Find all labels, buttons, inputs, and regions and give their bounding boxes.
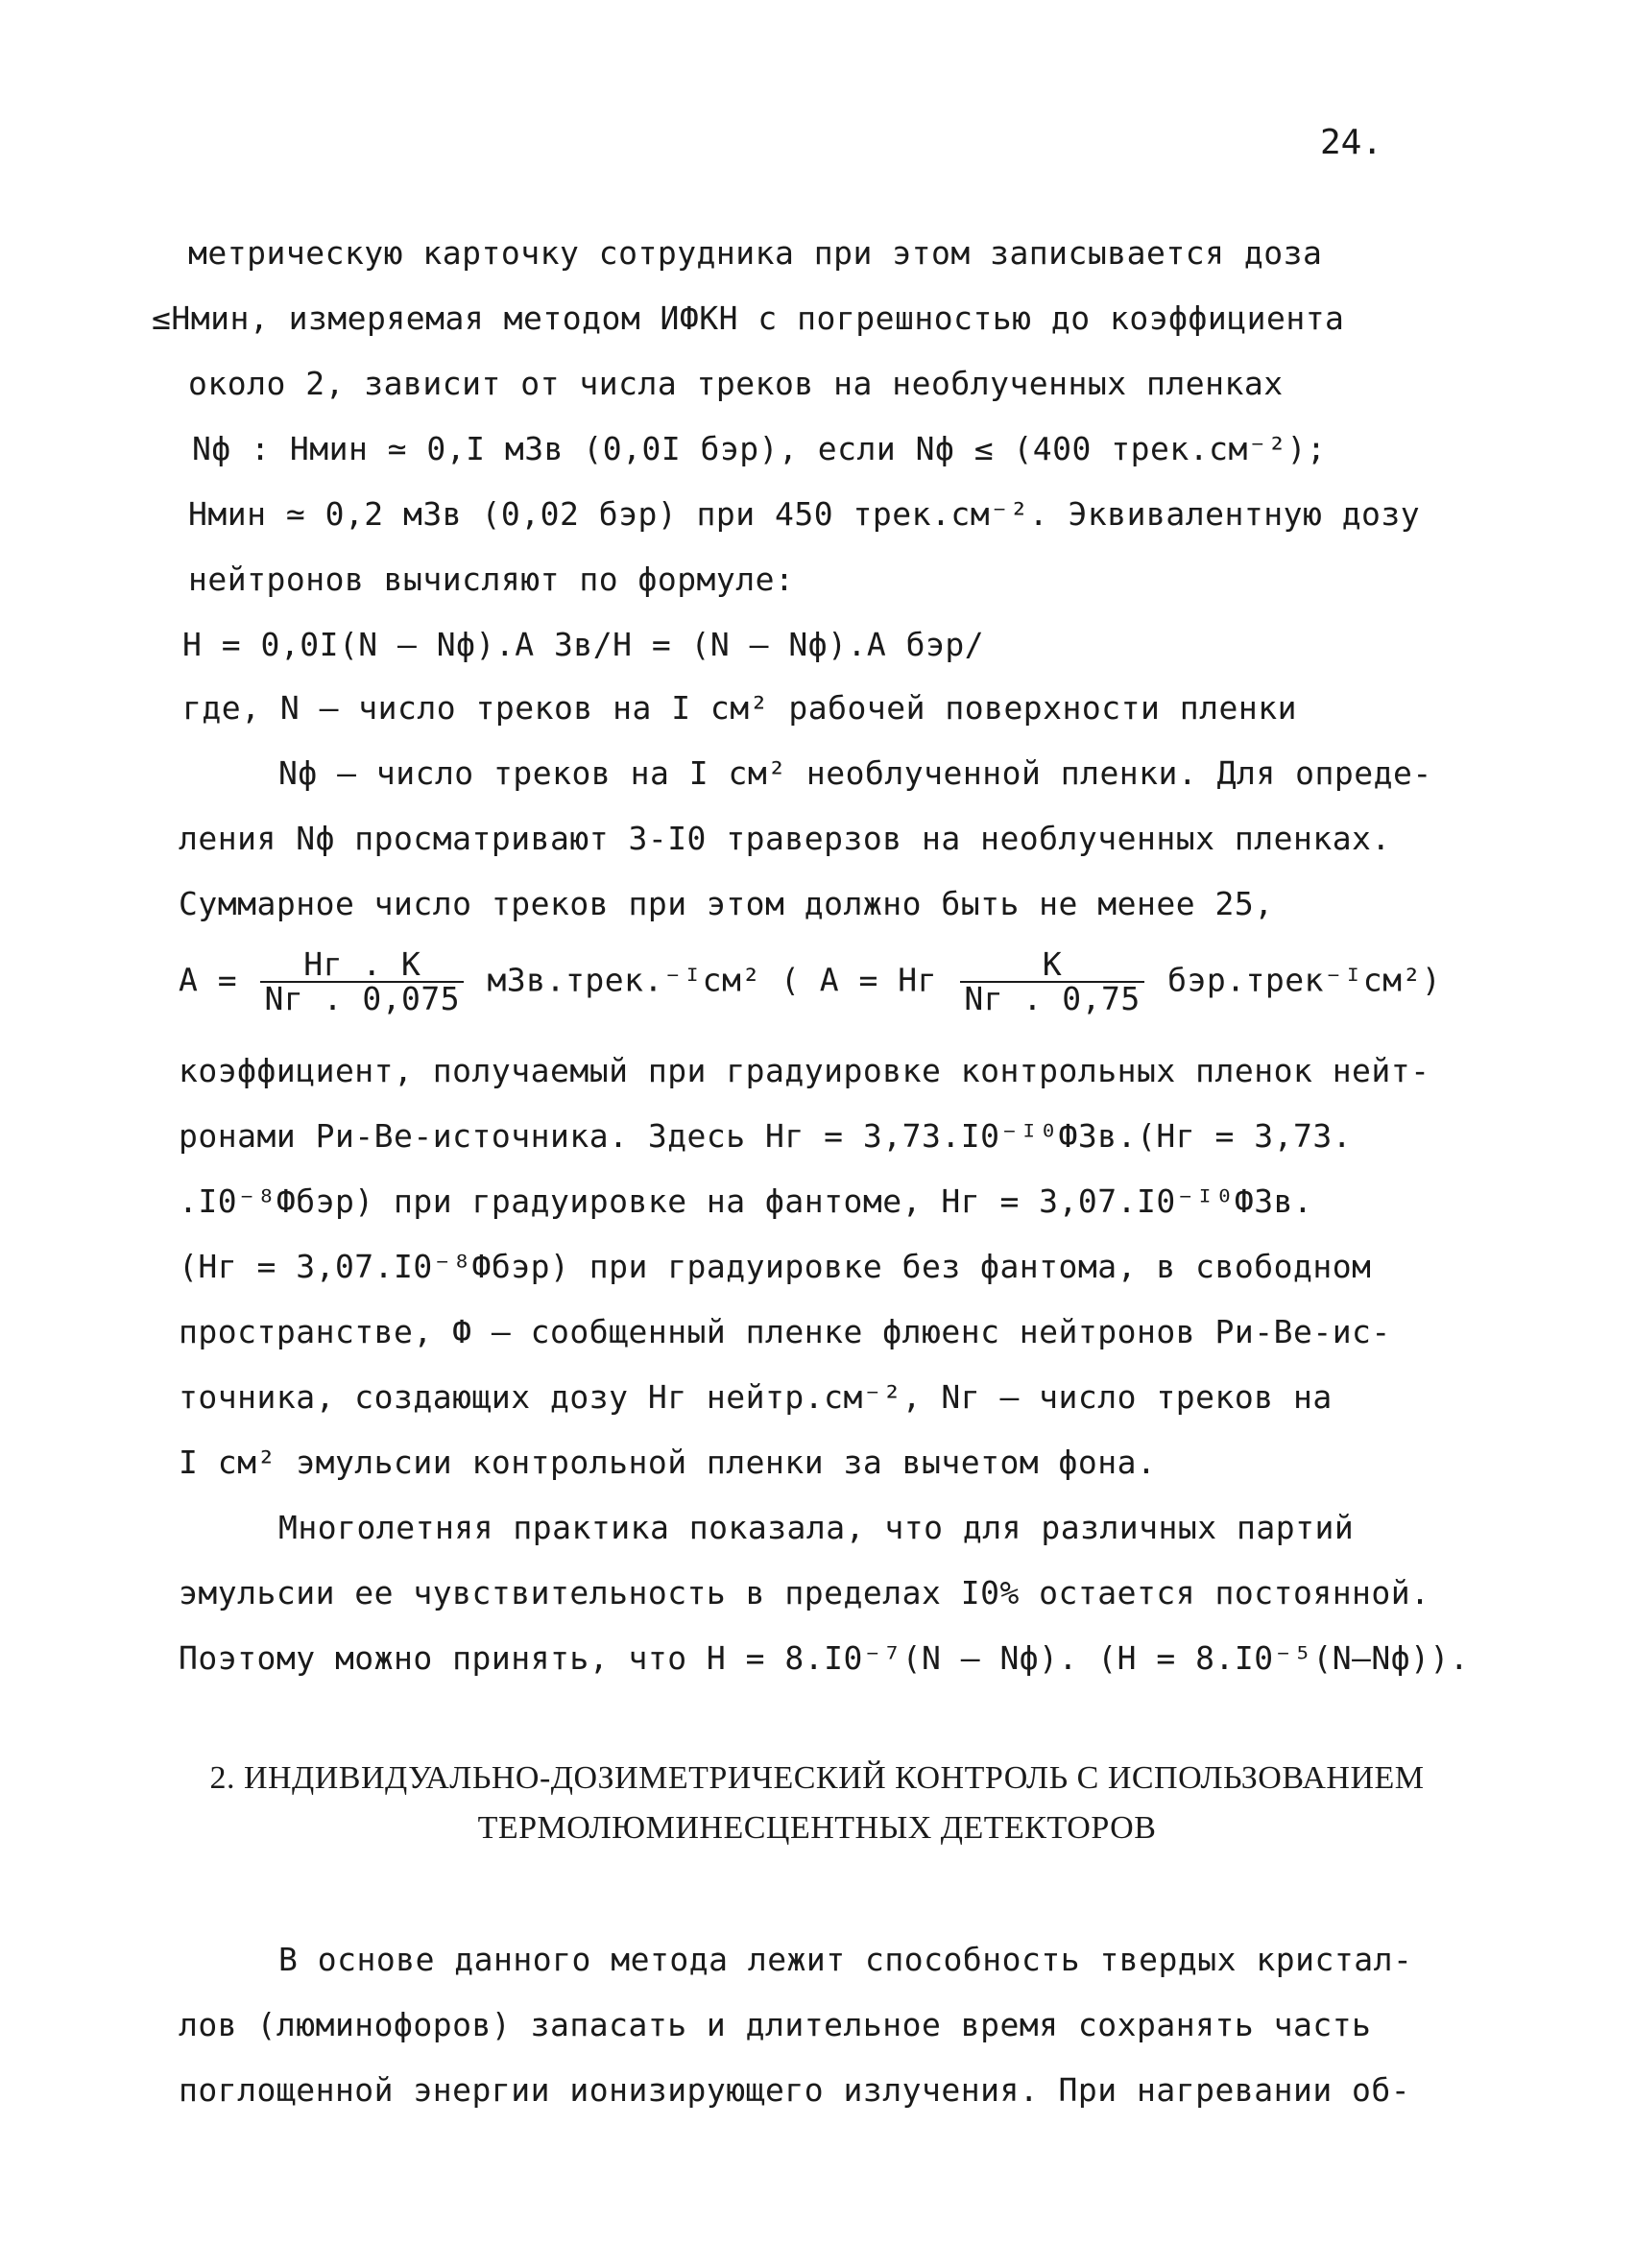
text-line-where: где, N – число треков на I см² рабочей поверхности пленки [182,689,1297,727]
section-heading-line-2: ТЕРМОЛЮМИНЕСЦЕНТНЫХ ДЕТЕКТОРОВ [477,1810,1157,1846]
formula-line-h: H = 0,0I(N – Nф).A Зв/H = (N – Nф).A бэр/ [182,626,985,663]
formula-a-fraction-2 [960,945,1143,1017]
text-line-3: около 2, зависит от числа треков на необлученных пленках [188,365,1284,402]
text-line-26: поглощенной энергии ионизирующего излучения. При нагревании об- [179,2071,1411,2109]
text-line-22: Поэтому можно принять, что H = 8.I0⁻⁷(N – Nф). (H = 8.I0⁻⁵(N–Nф)). [179,1639,1470,1677]
formula-a-fraction-1 [260,945,464,1017]
text-line-15: .I0⁻⁸Фбэр) при градуировке на фантоме, Hг = 3,07.I0⁻ᴵ⁰ФЗв. [179,1182,1313,1220]
formula-a-fraction-1-numerator: Hг . К [260,948,464,983]
text-line-16: (Hг = 3,07.I0⁻⁸Фбэр) при градуировке без фантома, в свободном [179,1248,1372,1285]
text-line-13: коэффициент, получаемый при градуировке контрольных пленок нейт- [179,1052,1430,1089]
formula-a [179,945,1442,1017]
text-line-14: ронами Ри-Ве-источника. Здесь Hг = 3,73.I0⁻ᴵ⁰ФЗв.(Hг = 3,73. [179,1117,1353,1155]
text-line-18: точника, создающих дозу Hг нейтр.см⁻², Nг – число треков на [179,1378,1333,1416]
formula-a-lhs: A = [179,961,238,999]
text-line-5: Hмин ≃ 0,2 мЗв (0,02 бэр) при 450 трек.см⁻². Эквивалентную дозу [188,495,1421,533]
formula-a-end: бэр.трек⁻ᴵсм²) [1167,961,1442,999]
formula-a-fraction-1-denominator: Nг . 0,075 [264,980,461,1017]
text-line-24: В основе данного метода лежит способность твердых кристал- [278,1941,1413,1978]
text-line-11: Суммарное число треков при этом должно быть не менее 25, [179,885,1274,922]
text-line-10: ления Nф просматривают 3-I0 траверзов на необлученных пленках. [179,820,1391,857]
text-line-17: пространстве, Ф – сообщенный пленке флюенс нейтронов Ри-Ве-ис- [179,1313,1391,1350]
text-line-6: нейтронов вычисляют по формуле: [188,561,795,598]
text-line-19: I см² эмульсии контрольной пленки за вычетом фона. [179,1444,1157,1481]
text-line-4: Nф : Hмин ≃ 0,I мЗв (0,0I бэр), если Nф ≤ (400 трек.см⁻²); [192,430,1327,467]
text-line-1: метрическую карточку сотрудника при этом записывается доза [188,234,1323,272]
formula-a-fraction-2-numerator: К [960,948,1143,983]
formula-a-mid: мЗв.трек.⁻ᴵсм² ( A = Hг [487,961,938,999]
text-line-21: эмульсии ее чувствительность в пределах I0% остается постоянной. [179,1574,1430,1611]
text-line-25: лов (люминофоров) запасать и длительное время сохранять часть [179,2006,1372,2043]
text-line-2: ≤Hмин, измеряемая методом ИФКН с погрешностью до коэффициента [152,299,1345,337]
page-number: 24. [1319,123,1382,162]
text-line-9: Nф – число треков на I см² необлученной пленки. Для опреде- [278,754,1432,792]
formula-a-fraction-2-denominator: Nг . 0,75 [964,980,1141,1017]
text-line-20: Многолетняя практика показала, что для различных партий [278,1509,1355,1546]
section-heading-line-1: 2. ИНДИВИДУАЛЬНО-ДОЗИМЕТРИЧЕСКИЙ КОНТРОЛЬ С ИСПОЛЬЗОВАНИЕМ [209,1760,1425,1796]
